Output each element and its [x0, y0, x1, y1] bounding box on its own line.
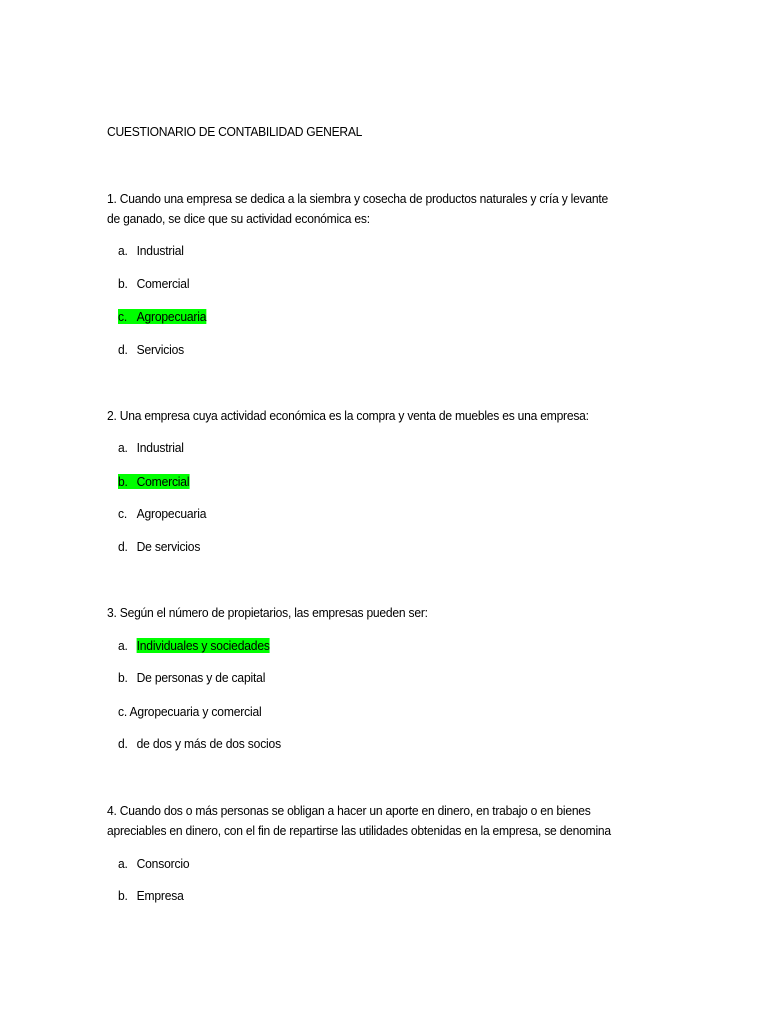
option-text: Comercial	[136, 474, 190, 489]
option-letter: c.	[118, 309, 128, 324]
option-text: Consorcio	[136, 856, 190, 871]
question-3-line-1: 3. Según el número de propietarios, las empresas pueden ser:	[107, 605, 428, 620]
question-4-option-b	[118, 887, 184, 905]
option-letter: b.	[118, 276, 128, 291]
option-text: Servicios	[136, 342, 184, 357]
option-text: De servicios	[136, 539, 201, 554]
option-text: de dos y más de dos socios	[136, 736, 281, 751]
question-1-line-2: de ganado, se dice que su actividad económica es:	[107, 211, 370, 226]
option-text: Comercial	[136, 276, 190, 291]
option-letter: d.	[118, 539, 128, 554]
question-2-option-b	[118, 473, 189, 491]
question-3-option-c	[118, 703, 261, 721]
option-letter: d.	[118, 342, 128, 357]
option-letter: b.	[118, 474, 128, 489]
question-3-option-d	[118, 735, 281, 753]
option-text: Agropecuaria	[136, 309, 207, 324]
option-letter: a.	[118, 638, 128, 653]
answer-highlight	[118, 474, 189, 489]
option-letter: d.	[118, 736, 128, 751]
option-letter: a.	[118, 440, 128, 455]
question-4-line-2: apreciables en dinero, con el fin de repartirse las utilidades obtenidas en la empresa, se denomina	[107, 823, 611, 838]
question-1-option-b	[118, 275, 189, 293]
page-title: CUESTIONARIO DE CONTABILIDAD GENERAL	[107, 124, 363, 139]
option-letter: b.	[118, 888, 128, 903]
option-text: Industrial	[136, 243, 184, 258]
option-letter: b.	[118, 670, 128, 685]
option-letter: a.	[118, 856, 128, 871]
option-text: Individuales y sociedades	[136, 638, 270, 653]
question-4-option-a	[118, 855, 189, 873]
question-4-line-1: 4. Cuando dos o más personas se obligan a hacer un aporte en dinero, en trabajo o en bienes	[107, 803, 591, 818]
option-letter: a.	[118, 243, 128, 258]
question-2-option-a	[118, 439, 184, 457]
question-2-option-d	[118, 538, 200, 556]
question-1-line-1: 1. Cuando una empresa se dedica a la siembra y cosecha de productos naturales y cría y levante	[107, 191, 609, 206]
option-text: De personas y de capital	[136, 670, 266, 685]
question-3-option-b	[118, 669, 265, 687]
option-text: Agropecuaria	[136, 506, 207, 521]
option-letter: c.	[118, 506, 128, 521]
question-3-option-a	[118, 637, 270, 655]
option-text: Industrial	[136, 440, 184, 455]
option-text: c. Agropecuaria y comercial	[118, 704, 262, 719]
question-1-option-a	[118, 242, 184, 260]
question-1-option-d	[118, 341, 184, 359]
question-2-line-1: 2. Una empresa cuya actividad económica es la compra y venta de muebles es una empresa:	[107, 408, 589, 423]
answer-highlight	[118, 309, 206, 324]
question-2-option-c	[118, 505, 206, 523]
question-1-option-c	[118, 308, 206, 326]
option-text: Empresa	[136, 888, 184, 903]
